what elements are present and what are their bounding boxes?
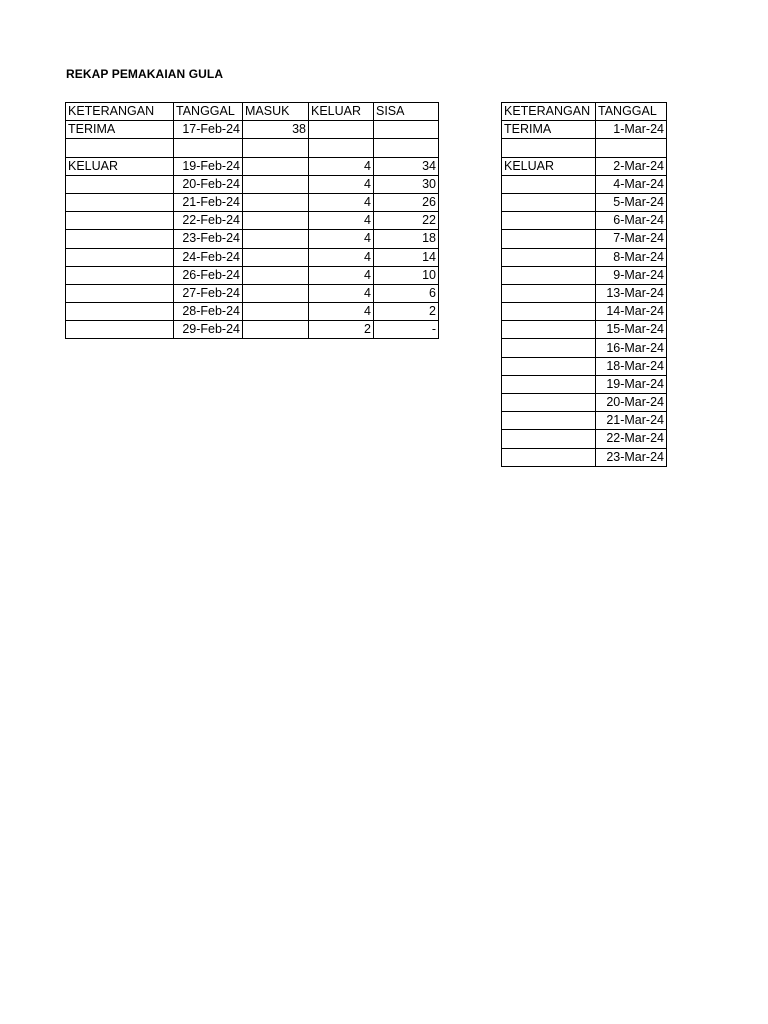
cell-keluar[interactable] xyxy=(309,121,374,139)
cell-masuk[interactable] xyxy=(243,212,309,230)
column-header-masuk[interactable]: MASUK xyxy=(243,103,309,121)
cell-sisa[interactable]: 30 xyxy=(374,175,439,193)
cell-keterangan[interactable] xyxy=(502,284,596,302)
cell-keterangan[interactable]: KELUAR xyxy=(66,157,174,175)
cell-keterangan[interactable] xyxy=(502,321,596,339)
cell-masuk[interactable] xyxy=(243,193,309,211)
cell-tanggal[interactable]: 27-Feb-24 xyxy=(174,284,243,302)
cell-keluar[interactable]: 4 xyxy=(309,157,374,175)
cell-tanggal[interactable]: 17-Feb-24 xyxy=(174,121,243,139)
table-row xyxy=(502,303,667,321)
cell-sisa[interactable]: 2 xyxy=(374,303,439,321)
cell-sisa[interactable]: 34 xyxy=(374,157,439,175)
table-row xyxy=(66,121,439,139)
cell-keluar[interactable]: 4 xyxy=(309,230,374,248)
cell-keterangan[interactable] xyxy=(502,430,596,448)
cell-sisa[interactable]: - xyxy=(374,321,439,339)
cell-keterangan[interactable] xyxy=(66,284,174,302)
cell-masuk[interactable] xyxy=(243,248,309,266)
table-row xyxy=(502,248,667,266)
table-row xyxy=(66,284,439,302)
cell-tanggal[interactable]: 28-Feb-24 xyxy=(174,303,243,321)
cell-tanggal[interactable] xyxy=(174,139,243,157)
cell-keluar[interactable]: 4 xyxy=(309,193,374,211)
header-row xyxy=(66,103,439,121)
cell-tanggal[interactable]: 19-Feb-24 xyxy=(174,157,243,175)
table-row xyxy=(502,121,667,139)
cell-keterangan[interactable] xyxy=(502,448,596,466)
cell-tanggal[interactable]: 26-Feb-24 xyxy=(174,266,243,284)
cell-tanggal[interactable]: 18-Mar-24 xyxy=(596,357,667,375)
column-header-keterangan[interactable]: KETERANGAN xyxy=(502,103,596,121)
cell-keterangan[interactable] xyxy=(502,248,596,266)
table-row xyxy=(502,375,667,393)
cell-tanggal[interactable]: 6-Mar-24 xyxy=(596,212,667,230)
cell-keterangan[interactable] xyxy=(502,394,596,412)
table-row xyxy=(502,266,667,284)
cell-masuk[interactable] xyxy=(243,266,309,284)
cell-masuk[interactable] xyxy=(243,230,309,248)
cell-tanggal[interactable]: 21-Mar-24 xyxy=(596,412,667,430)
cell-tanggal[interactable]: 1-Mar-24 xyxy=(596,121,667,139)
feb-sugar-usage-table xyxy=(65,102,439,339)
cell-keluar[interactable]: 4 xyxy=(309,266,374,284)
table-row xyxy=(502,321,667,339)
table-row xyxy=(66,248,439,266)
table-row xyxy=(66,212,439,230)
cell-sisa[interactable]: 6 xyxy=(374,284,439,302)
cell-masuk[interactable] xyxy=(243,175,309,193)
cell-keterangan[interactable] xyxy=(502,139,596,157)
cell-sisa[interactable]: 14 xyxy=(374,248,439,266)
table-row xyxy=(502,193,667,211)
cell-keterangan[interactable] xyxy=(66,212,174,230)
cell-tanggal[interactable]: 20-Feb-24 xyxy=(174,175,243,193)
column-header-keterangan[interactable]: KETERANGAN xyxy=(66,103,174,121)
column-header-tanggal[interactable]: TANGGAL xyxy=(174,103,243,121)
cell-keterangan[interactable] xyxy=(66,303,174,321)
table-row xyxy=(502,175,667,193)
cell-sisa[interactable]: 18 xyxy=(374,230,439,248)
cell-tanggal[interactable]: 7-Mar-24 xyxy=(596,230,667,248)
cell-keterangan[interactable] xyxy=(66,139,174,157)
cell-keluar[interactable] xyxy=(309,139,374,157)
cell-masuk[interactable] xyxy=(243,284,309,302)
table-row xyxy=(502,339,667,357)
cell-keluar[interactable]: 4 xyxy=(309,284,374,302)
table-row xyxy=(502,394,667,412)
header-row xyxy=(502,103,667,121)
cell-sisa[interactable]: 22 xyxy=(374,212,439,230)
table-row xyxy=(502,157,667,175)
cell-tanggal[interactable]: 22-Mar-24 xyxy=(596,430,667,448)
cell-masuk[interactable] xyxy=(243,303,309,321)
table-row xyxy=(66,139,439,157)
table-row xyxy=(502,284,667,302)
cell-keterangan[interactable] xyxy=(502,357,596,375)
cell-tanggal[interactable]: 8-Mar-24 xyxy=(596,248,667,266)
table-row xyxy=(502,139,667,157)
cell-keterangan[interactable] xyxy=(502,339,596,357)
cell-keluar[interactable]: 4 xyxy=(309,175,374,193)
cell-tanggal[interactable]: 9-Mar-24 xyxy=(596,266,667,284)
cell-tanggal[interactable]: 4-Mar-24 xyxy=(596,175,667,193)
cell-tanggal[interactable]: 19-Mar-24 xyxy=(596,375,667,393)
table-row xyxy=(502,230,667,248)
cell-keterangan[interactable] xyxy=(502,230,596,248)
cell-keterangan[interactable] xyxy=(66,266,174,284)
table-row xyxy=(502,212,667,230)
cell-tanggal[interactable]: 21-Feb-24 xyxy=(174,193,243,211)
cell-tanggal[interactable]: 20-Mar-24 xyxy=(596,394,667,412)
cell-tanggal[interactable]: 14-Mar-24 xyxy=(596,303,667,321)
cell-tanggal[interactable]: 2-Mar-24 xyxy=(596,157,667,175)
table-row xyxy=(502,412,667,430)
cell-keterangan[interactable] xyxy=(502,266,596,284)
cell-tanggal[interactable]: 24-Feb-24 xyxy=(174,248,243,266)
cell-tanggal[interactable]: 16-Mar-24 xyxy=(596,339,667,357)
cell-keterangan[interactable] xyxy=(502,193,596,211)
cell-keterangan[interactable] xyxy=(502,303,596,321)
cell-keluar[interactable]: 4 xyxy=(309,212,374,230)
cell-sisa[interactable] xyxy=(374,139,439,157)
mar-sugar-usage-table xyxy=(501,102,667,467)
cell-keterangan[interactable]: KELUAR xyxy=(502,157,596,175)
table-row xyxy=(66,266,439,284)
column-header-keluar[interactable]: KELUAR xyxy=(309,103,374,121)
cell-keterangan[interactable]: TERIMA xyxy=(66,121,174,139)
cell-tanggal[interactable]: 15-Mar-24 xyxy=(596,321,667,339)
cell-sisa[interactable] xyxy=(374,121,439,139)
cell-keterangan[interactable] xyxy=(502,412,596,430)
table-row xyxy=(502,448,667,466)
table-row xyxy=(66,157,439,175)
cell-masuk[interactable] xyxy=(243,321,309,339)
cell-sisa[interactable]: 26 xyxy=(374,193,439,211)
table-row xyxy=(66,230,439,248)
column-header-tanggal[interactable]: TANGGAL xyxy=(596,103,667,121)
cell-masuk[interactable] xyxy=(243,157,309,175)
table-row xyxy=(66,321,439,339)
cell-keluar[interactable]: 2 xyxy=(309,321,374,339)
cell-keterangan[interactable] xyxy=(66,321,174,339)
table-row xyxy=(502,430,667,448)
cell-keluar[interactable]: 4 xyxy=(309,303,374,321)
cell-sisa[interactable]: 10 xyxy=(374,266,439,284)
table-row xyxy=(66,175,439,193)
cell-keterangan[interactable] xyxy=(502,175,596,193)
cell-tanggal[interactable]: 23-Mar-24 xyxy=(596,448,667,466)
cell-tanggal[interactable]: 13-Mar-24 xyxy=(596,284,667,302)
cell-keterangan[interactable] xyxy=(502,375,596,393)
cell-tanggal[interactable]: 22-Feb-24 xyxy=(174,212,243,230)
cell-keterangan[interactable] xyxy=(66,230,174,248)
page-title: REKAP PEMAKAIAN GULA xyxy=(66,67,224,81)
cell-keterangan[interactable] xyxy=(66,175,174,193)
cell-keterangan[interactable] xyxy=(66,248,174,266)
cell-keterangan[interactable] xyxy=(502,212,596,230)
cell-keterangan[interactable] xyxy=(66,193,174,211)
cell-keluar[interactable]: 4 xyxy=(309,248,374,266)
cell-tanggal[interactable]: 29-Feb-24 xyxy=(174,321,243,339)
table-row xyxy=(66,193,439,211)
cell-masuk[interactable] xyxy=(243,139,309,157)
cell-tanggal[interactable]: 23-Feb-24 xyxy=(174,230,243,248)
column-header-sisa[interactable]: SISA xyxy=(374,103,439,121)
table-row xyxy=(66,303,439,321)
cell-masuk[interactable]: 38 xyxy=(243,121,309,139)
cell-tanggal[interactable]: 5-Mar-24 xyxy=(596,193,667,211)
table-row xyxy=(502,357,667,375)
cell-tanggal[interactable] xyxy=(596,139,667,157)
cell-keterangan[interactable]: TERIMA xyxy=(502,121,596,139)
